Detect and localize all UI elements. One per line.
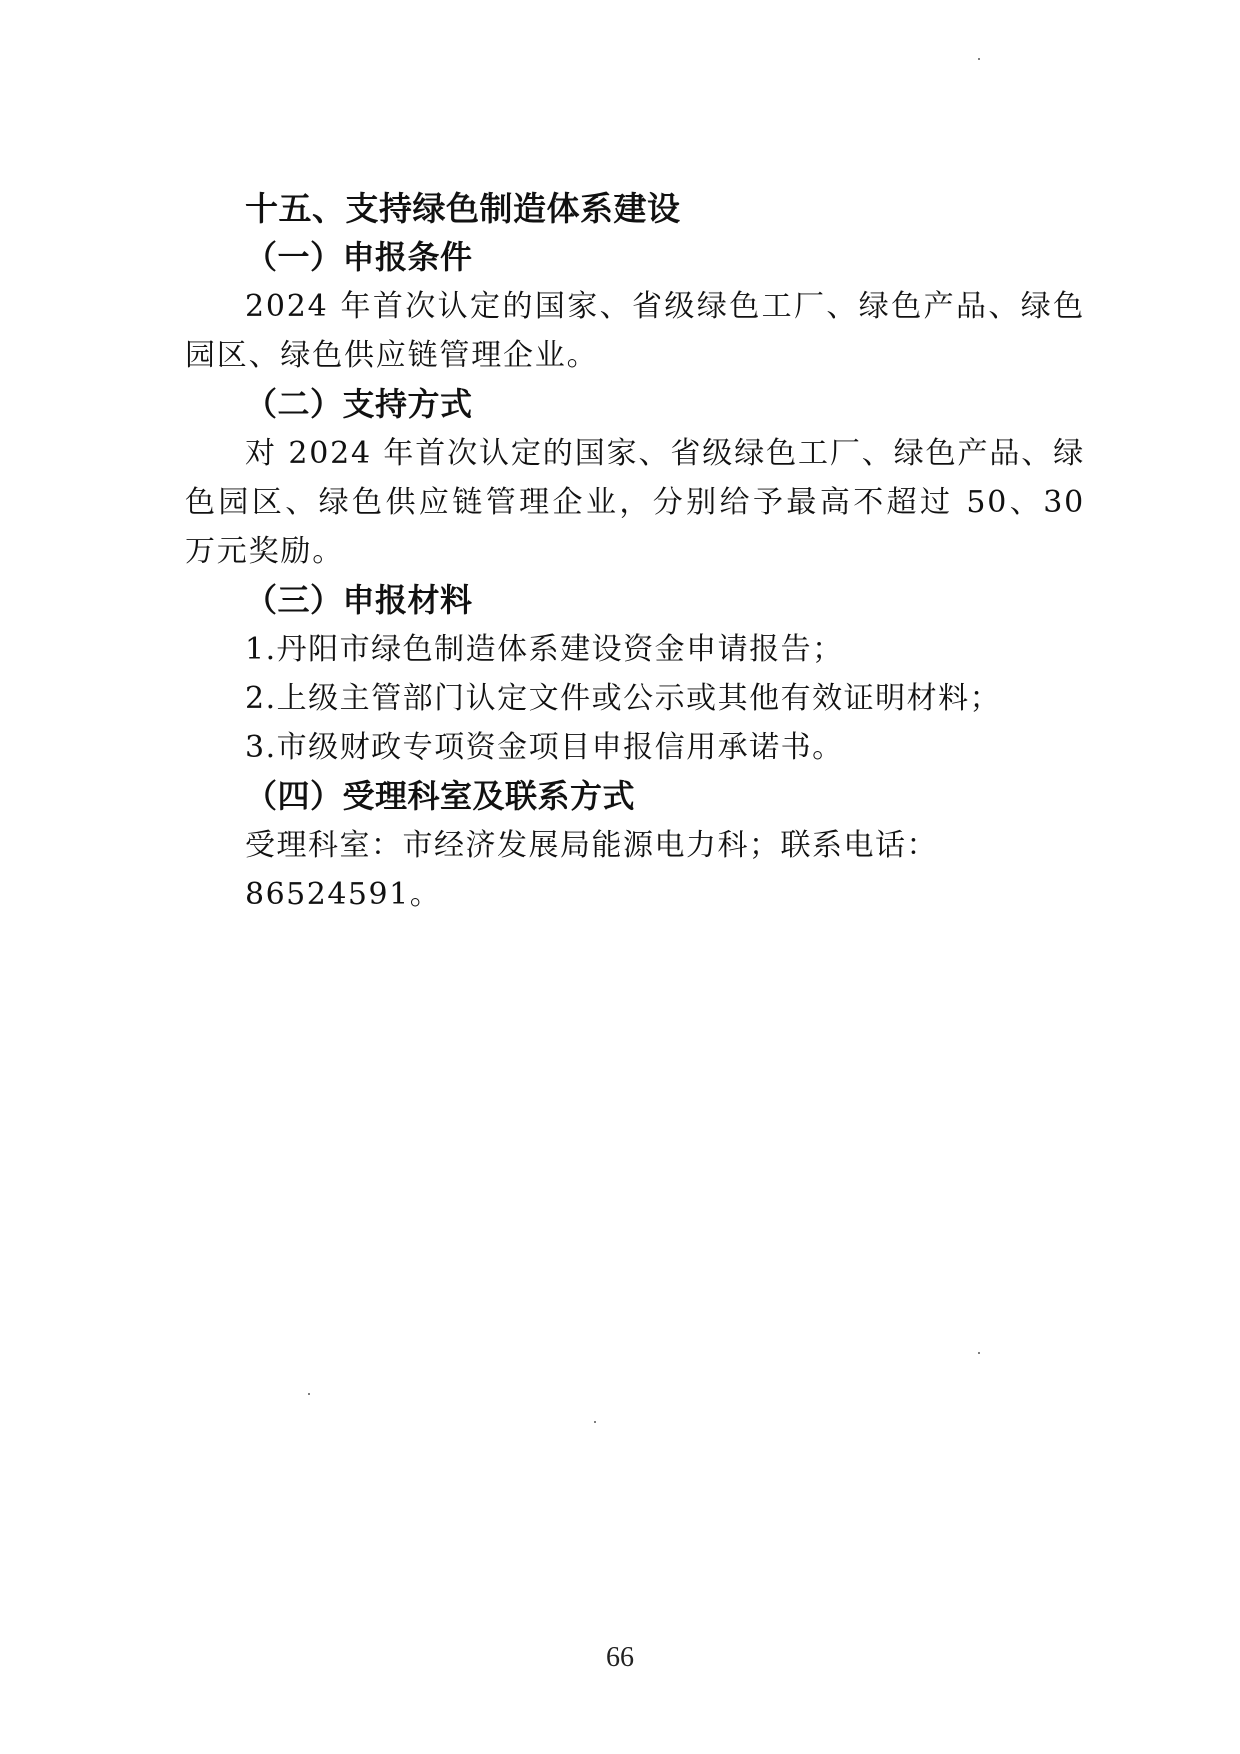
materials-item: 1.丹阳市绿色制造体系建设资金申请报告； <box>245 632 844 667</box>
support-method-paragraph: 对 2024 年首次认定的国家、省级绿色工厂、绿色产品、绿色园区、绿色供应链管理企业，分别给予最高不超过 50、30 万元奖励。 <box>185 436 1085 569</box>
scan-speck <box>978 58 980 60</box>
section-heading: 十五、支持绿色制造体系建设 <box>245 189 681 228</box>
subsection-heading-support-method: （二）支持方式 <box>245 385 473 423</box>
contact-line: 受理科室：市经济发展局能源电力科；联系电话：86524591。 <box>245 828 938 912</box>
subsection-heading-conditions: （一）申报条件 <box>245 238 473 276</box>
subsection-heading-materials: （三）申报材料 <box>245 581 473 619</box>
document-body <box>185 184 1085 919</box>
scan-speck <box>978 1352 980 1354</box>
subsection-heading-contact: （四）受理科室及联系方式 <box>245 777 636 815</box>
conditions-paragraph: 2024 年首次认定的国家、省级绿色工厂、绿色产品、绿色园区、绿色供应链管理企业。 <box>185 289 1085 373</box>
page-number: 66 <box>606 1642 634 1673</box>
scan-speck <box>308 1393 310 1395</box>
scan-speck <box>594 1421 596 1423</box>
materials-item: 2.上级主管部门认定文件或公示或其他有效证明材料； <box>245 681 1002 716</box>
materials-item: 3.市级财政专项资金项目申报信用承诺书。 <box>245 730 844 765</box>
